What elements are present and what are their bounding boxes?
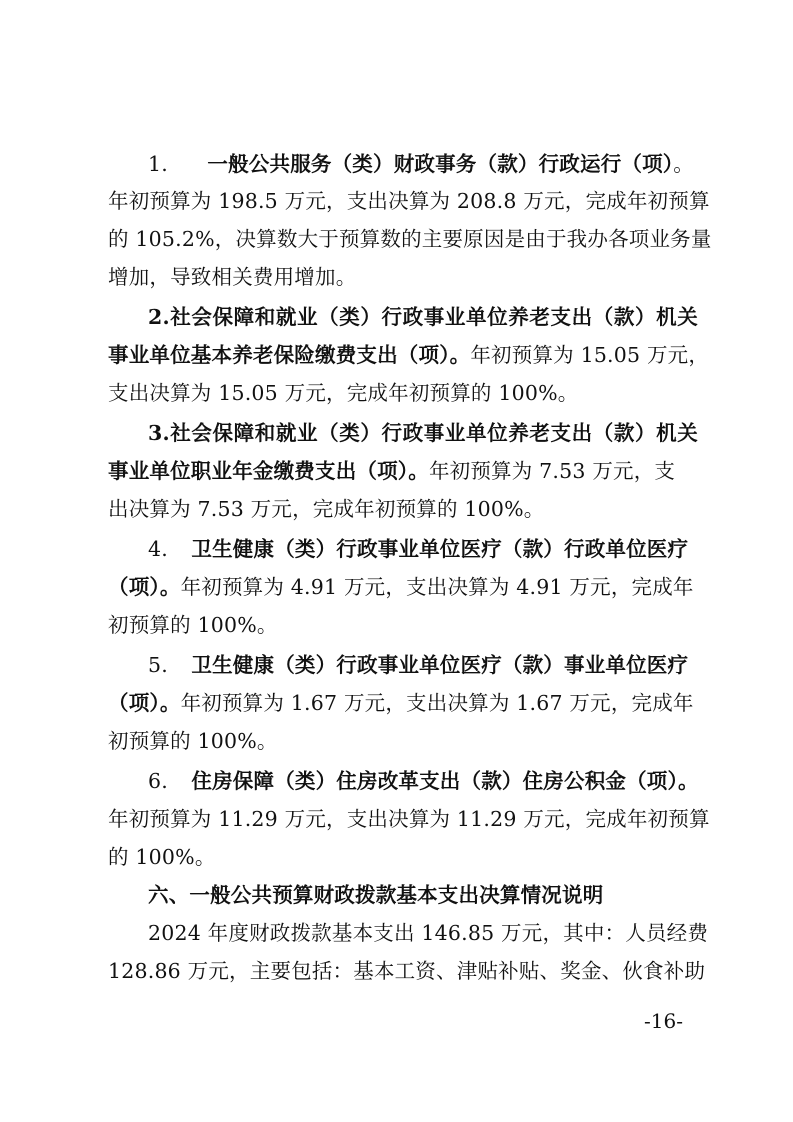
item-5-heading-line-2 <box>108 689 698 717</box>
item-5-heading-line-1 <box>148 651 698 679</box>
item-2-title-2: 事业单位基本养老保险缴费支出（项）。 <box>108 343 471 367</box>
item-3-title-2: 事业单位职业年金缴费支出（项）。 <box>108 459 429 483</box>
item-2-tail: 年初预算为 15.05 万元， <box>470 343 710 367</box>
item-1-line-1: 年初预算为 198.5 万元，支出决算为 208.8 万元，完成年初预算 <box>108 189 710 213</box>
item-5-tail: 年初预算为 1.67 万元，支出决算为 1.67 万元，完成年 <box>180 691 694 715</box>
item-4-heading-line-2 <box>108 573 698 601</box>
item-4-line-1: 初预算的 100%。 <box>108 613 278 637</box>
item-4-number: 4. <box>148 537 168 561</box>
page-number: -16- <box>644 1009 683 1033</box>
item-4-tail: 年初预算为 4.91 万元，支出决算为 4.91 万元，完成年 <box>180 575 694 599</box>
item-3-heading-line-2 <box>108 457 698 485</box>
item-2-heading-line-1 <box>148 303 698 331</box>
item-1-number: 1. <box>148 152 168 176</box>
item-3-number: 3. <box>148 421 170 445</box>
item-3-tail: 年初预算为 7.53 万元，支 <box>428 459 676 483</box>
item-2-line-1: 支出决算为 15.05 万元，完成年初预算的 100%。 <box>108 381 579 405</box>
item-4-title-1: 卫生健康（类）行政事业单位医疗（款）行政单位医疗 <box>191 537 689 561</box>
item-6-number: 6. <box>148 769 168 793</box>
item-6-title: 住房保障（类）住房改革支出（款）住房公积金（项）。 <box>191 769 699 793</box>
item-3-title-1: 社会保障和就业（类）行政事业单位养老支出（款）机关 <box>169 421 698 445</box>
item-1-heading <box>148 150 698 178</box>
item-4-title-2: （项）。 <box>108 575 181 599</box>
item-2-title-1: 社会保障和就业（类）行政事业单位养老支出（款）机关 <box>169 305 698 329</box>
item-5-title-2: （项）。 <box>108 691 181 715</box>
item-6-heading <box>148 767 698 795</box>
item-1-title-end: 。 <box>673 152 694 176</box>
item-1-line-2: 的 105.2%，决算数大于预算数的主要原因是由于我办各项业务量 <box>108 227 712 251</box>
item-1-title: 一般公共服务（类）财政事务（款）行政运行（项） <box>207 152 674 176</box>
item-1-line-3: 增加，导致相关费用增加。 <box>108 265 357 289</box>
item-6-line-1: 年初预算为 11.29 万元，支出决算为 11.29 万元，完成年初预算 <box>108 807 710 831</box>
item-6-line-2: 的 100%。 <box>108 845 216 869</box>
item-3-heading-line-1 <box>148 419 698 447</box>
item-5-title-1: 卫生健康（类）行政事业单位医疗（款）事业单位医疗 <box>191 653 689 677</box>
section-line-2: 128.86 万元，主要包括：基本工资、津贴补贴、奖金、伙食补助 <box>108 959 706 983</box>
item-3-line-1: 出决算为 7.53 万元，完成年初预算的 100%。 <box>108 497 545 521</box>
item-4-heading-line-1 <box>148 535 698 563</box>
item-2-heading-line-2 <box>108 341 710 369</box>
item-5-number: 5. <box>148 653 168 677</box>
item-5-line-1: 初预算的 100%。 <box>108 729 278 753</box>
section-line-1: 2024 年度财政拨款基本支出 146.85 万元，其中：人员经费 <box>148 921 709 945</box>
section-title: 六、一般公共预算财政拨款基本支出决算情况说明 <box>148 883 604 907</box>
item-2-number: 2. <box>148 305 170 329</box>
